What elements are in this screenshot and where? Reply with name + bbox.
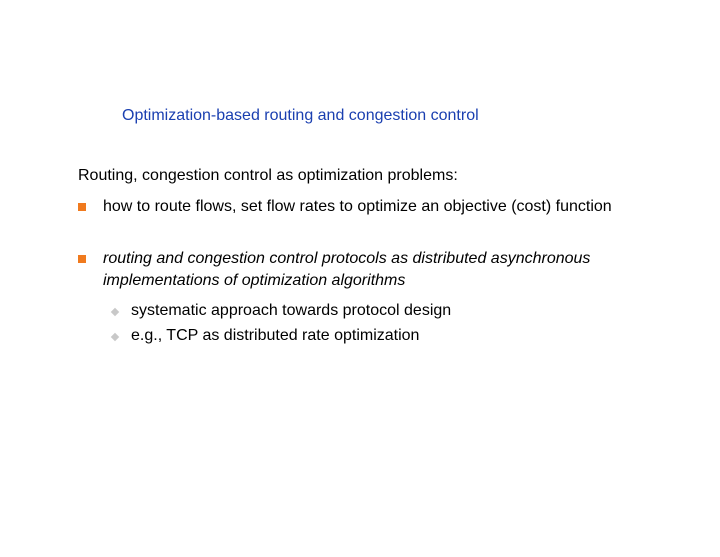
diamond-bullet-icon <box>111 333 119 341</box>
sub-bullet-text: systematic approach towards protocol design <box>131 302 452 319</box>
square-bullet-icon <box>78 255 86 263</box>
diamond-bullet-icon <box>111 308 119 316</box>
bullet-text: how to route flows, set flow rates to optimize an objective (cost) function <box>103 198 612 215</box>
intro-text: Routing, congestion control as optimization problems: <box>78 167 458 184</box>
sub-bullet-text: e.g., TCP as distributed rate optimization <box>131 327 420 344</box>
square-bullet-icon <box>78 203 86 211</box>
bullet-text: routing and congestion control protocols as distributed asynchronous implementations of optimization algorithms <box>103 250 591 289</box>
slide-title: Optimization-based routing and congestion control <box>122 107 479 124</box>
